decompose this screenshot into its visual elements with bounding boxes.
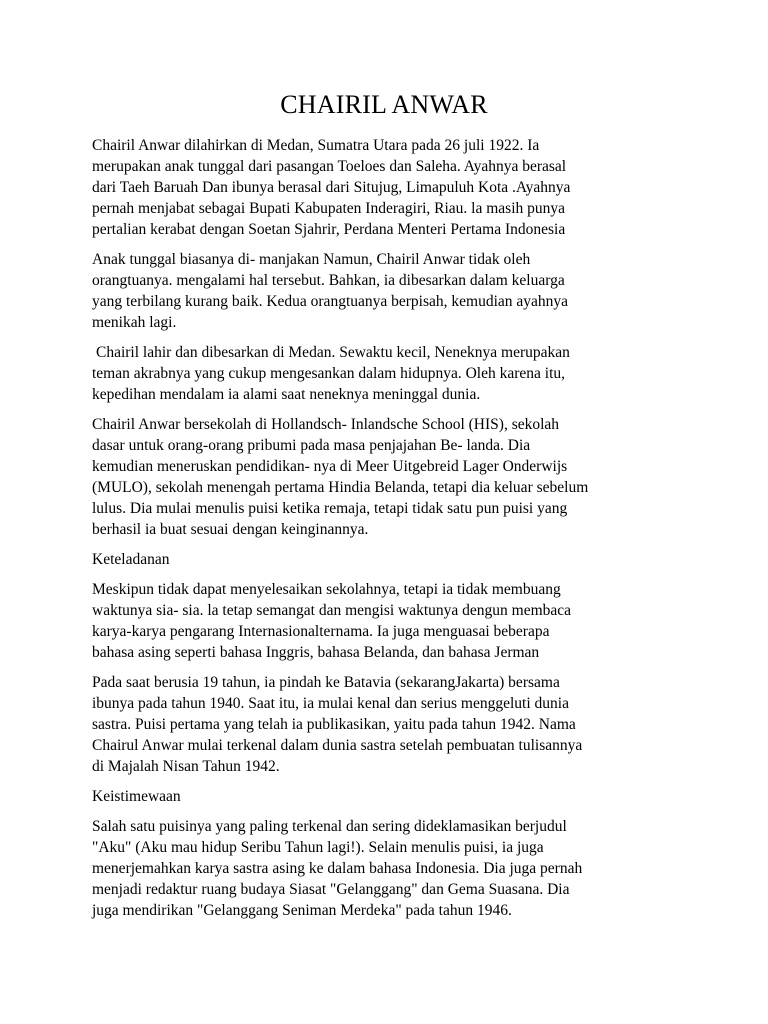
text-line: karya-karya pengarang Internasionalternama. Ia juga menguasai beberapa xyxy=(92,623,550,640)
text-line: menikah lagi. xyxy=(92,314,177,331)
text-line: berhasil ia buat sesuai dengan keinginannya. xyxy=(92,521,369,538)
text-line: dari Taeh Baruah Dan ibunya berasal dari Situjug, Limapuluh Kota .Ayahnya xyxy=(92,179,571,196)
paragraph-famous-poem xyxy=(92,816,692,921)
text-line: di Majalah Nisan Tahun 1942. xyxy=(92,758,280,775)
document-body xyxy=(92,135,692,930)
text-line: dasar untuk orang-orang pribumi pada masa penjajahan Be- landa. Dia xyxy=(92,437,531,454)
text-line: "Aku" (Aku mau hidup Seribu Tahun lagi!). Selain menulis puisi, ia juga xyxy=(92,839,544,856)
paragraph-childhood xyxy=(92,342,692,405)
text-line: sastra. Puisi pertama yang telah ia publikasikan, yaitu pada tahun 1942. Nama xyxy=(92,716,576,733)
paragraph-birth xyxy=(92,135,692,240)
text-line: lulus. Dia mulai menulis puisi ketika remaja, tetapi tidak satu pun puisi yang xyxy=(92,500,568,517)
section-heading-keteladanan: Keteladanan xyxy=(92,551,170,568)
text-line: kemudian meneruskan pendidikan- nya di Meer Uitgebreid Lager Onderwijs xyxy=(92,458,568,475)
text-line: Anak tunggal biasanya di- manjakan Namun, Chairil Anwar tidak oleh xyxy=(92,251,531,268)
text-line: pertalian kerabat dengan Soetan Sjahrir, Perdana Menteri Pertama Indonesia xyxy=(92,221,566,238)
section-heading-keistimewaan: Keistimewaan xyxy=(92,788,181,805)
text-line: pernah menjabat sebagai Bupati Kabupaten Inderagiri, Riau. la masih punya xyxy=(92,200,566,217)
text-line: Chairil lahir dan dibesarkan di Medan. Sewaktu kecil, Neneknya merupakan xyxy=(96,344,570,361)
text-line: bahasa asing seperti bahasa Inggris, bahasa Belanda, dan bahasa Jerman xyxy=(92,644,540,661)
text-line: Chairil Anwar dilahirkan di Medan, Sumatra Utara pada 26 juli 1922. Ia xyxy=(92,137,540,154)
paragraph-education xyxy=(92,414,692,540)
text-line: teman akrabnya yang cukup mengesankan dalam hidupnya. Oleh karena itu, xyxy=(92,365,566,382)
text-line: menjadi redaktur ruang budaya Siasat "Gelanggang" dan Gema Suasana. Dia xyxy=(92,881,570,898)
text-line: kepedihan mendalam ia alami saat neneknya meninggal dunia. xyxy=(92,386,481,403)
text-line: waktunya sia- sia. la tetap semangat dan mengisi waktunya dengun membaca xyxy=(92,602,572,619)
text-line: Salah satu puisinya yang paling terkenal dan sering dideklamasikan berjudul xyxy=(92,818,567,835)
paragraph-self-study xyxy=(92,579,692,663)
text-line: ibunya pada tahun 1940. Saat itu, ia mulai kenal dan serius menggeluti dunia xyxy=(92,695,569,712)
text-line: Meskipun tidak dapat menyelesaikan sekolahnya, tetapi ia tidak membuang xyxy=(92,581,561,598)
paragraph-batavia xyxy=(92,672,692,777)
text-line: orangtuanya. mengalami hal tersebut. Bahkan, ia dibesarkan dalam keluarga xyxy=(92,272,565,289)
text-line: juga mendirikan "Gelanggang Seniman Merdeka" pada tahun 1946. xyxy=(92,902,512,919)
document-title: CHAIRIL ANWAR xyxy=(280,90,488,119)
text-line: Chairil Anwar bersekolah di Hollandsch- Inlandsche School (HIS), sekolah xyxy=(92,416,560,433)
text-line: yang terbilang kurang baik. Kedua orangtuanya berpisah, kemudian ayahnya xyxy=(92,293,569,310)
text-line: menerjemahkan karya sastra asing ke dalam bahasa Indonesia. Dia juga pernah xyxy=(92,860,583,877)
text-line: Chairul Anwar mulai terkenal dalam dunia sastra setelah pembuatan tulisannya xyxy=(92,737,583,754)
text-line: Pada saat berusia 19 tahun, ia pindah ke Batavia (sekarangJakarta) bersama xyxy=(92,674,560,691)
paragraph-family xyxy=(92,249,692,333)
text-line: (MULO), sekolah menengah pertama Hindia Belanda, tetapi dia keluar sebelum xyxy=(92,479,589,496)
text-line: merupakan anak tunggal dari pasangan Toeloes dan Saleha. Ayahnya berasal xyxy=(92,158,567,175)
